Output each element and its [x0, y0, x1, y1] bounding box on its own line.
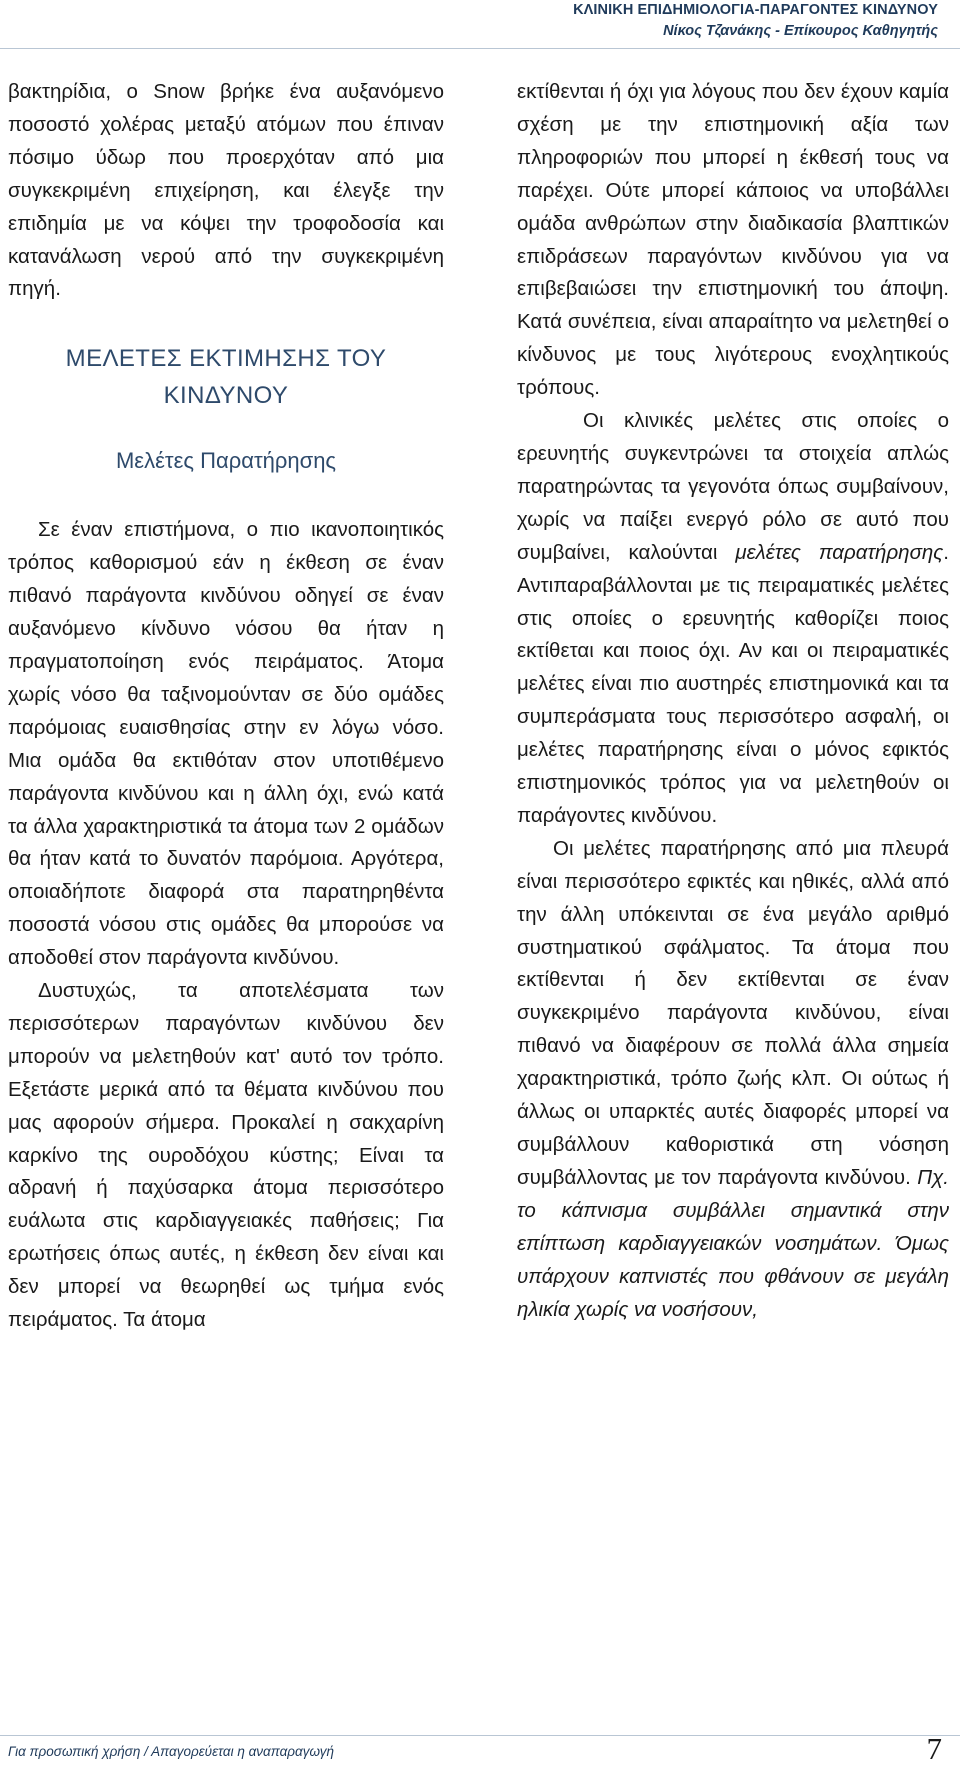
right-paragraph-2-text-b: . Αντιπαραβάλλονται με τις πειραματικές μελέτες στις οποίες ο ερευνητής καθορίζει ποιος εκτίθεται και ποιος όχι. Αν και οι πειραματικές μελέτες είναι πιο αυστηρές επιστημονικά και τα συμπεράσματα τους περισσότερο ασφαλή, οι μελέτες παρατήρησης είναι ο μόνος εφικτός επιστημονικός τρόπος για να μελετηθούν οι παράγοντες κινδύνου. [517, 540, 949, 827]
page-number: 7 [926, 1731, 942, 1766]
section-subheading: Μελέτες Παρατήρησης [115, 448, 337, 474]
right-paragraph-1: εκτίθενται ή όχι για λόγους που δεν έχουν καμία σχέση με την επιστημονική αξία των πληροφοριών που μπορεί η έκθεσή τους να παρέχει. Ούτε μπορεί κάποιος να υποβάλλει ομάδα ανθρώπων στην διαδικασία βλαπτικών επιδράσεων παραγόντων κινδύνου για να επιβεβαιώσει την επιστημονική του άποψη. Κατά συνέπεια, είναι απαραίτητο να μελετηθεί ο κίνδυνος με τους λιγότερους ενοχλητικούς τρόπους. [517, 80, 949, 400]
section-heading-line-2: ΚΙΝΔΥΝΟΥ [163, 382, 289, 410]
right-paragraph-3-emphasis: Πχ. το κάπνισμα συμβάλλει σημαντικά στην επίπτωση καρδιαγγειακών νοσημάτων. Όμως υπάρχουν καπνιστές που φθάνουν σε μεγάλη ηλικία χωρίς να νοσήσουν, [517, 1165, 949, 1321]
spacer [8, 414, 444, 444]
right-column [517, 76, 949, 1326]
header-divider [0, 48, 960, 49]
section-heading-line-1: ΜΕΛΕΤΕΣ ΕΚΤΙΜΗΣΗΣ ΤΟΥ [65, 345, 387, 373]
left-column [8, 76, 444, 1337]
spacer [8, 478, 444, 514]
spacer [8, 306, 444, 340]
left-paragraph-1: βακτηρίδια, ο Snow βρήκε ένα αυξανόμενο ποσοστό χολέρας μεταξύ ατόμων που έπιναν πόσιμο ύδωρ που προερχόταν από μια συγκεκριμένη επιχείρηση, και έλεγξε την επιδημία με να κόψει την τροφοδοσία και κατανάλωση νερού από την συγκεκριμένη πηγή. [8, 80, 444, 301]
footer-note: Για προσωπική χρήση / Απαγορεύεται η αναπαραγωγή [8, 1744, 334, 1759]
right-paragraph-2 [517, 405, 949, 833]
page-header [573, 0, 938, 41]
right-paragraph-2-text-a: Οι κλινικές μελέτες στις οποίες ο ερευνητής συγκεντρώνει τα στοιχεία απλώς παρατηρώντας τα γεγονότα όπως συμβαίνουν, χωρίς να παίξει ενεργό ρόλο σε αυτό που συμβαίνει, καλούνται [517, 409, 949, 564]
left-paragraph-2: Σε έναν επιστήμονα, ο πιο ικανοποιητικός τρόπος καθορισμού εάν η έκθεση σε έναν πιθανό παράγοντα κινδύνου οδηγεί σε έναν αυξανόμενο κίνδυνο νόσου θα ήταν η πραγματοποίηση ενός πειράματος. Άτομα χωρίς νόσο θα ταξινομούνταν σε δύο ομάδες παρόμοιας ευαισθησίας στην εν λόγω νόσο. Μια ομάδα θα εκτιθόταν στον υποτιθέμενο παράγοντα κινδύνου και η άλλη όχι, ενώ κατά τα άλλα χαρακτηριστικά τα άτομα των 2 ομάδων θα ήταν κατά το δυνατόν παρόμοια. Αργότερα, οποιαδήποτε διαφορά στα παρατηρηθέντα ποσοστά νόσου στις ομάδες θα μπορούσε να αποδοθεί στον παράγοντα κινδύνου. [8, 518, 444, 970]
footer-divider [0, 1735, 960, 1736]
header-title: ΚΛΙΝΙΚΗ ΕΠΙΔΗΜΙΟΛΟΓΙΑ-ΠΑΡΑΓΟΝΤΕΣ ΚΙΝΔΥΝΟΥ [573, 2, 938, 18]
header-author: Νίκος Τζανάκης - Επίκουρος Καθηγητής [663, 23, 938, 39]
left-paragraph-3: Δυστυχώς, τα αποτελέσματα των περισσότερων παραγόντων κινδύνου δεν μπορούν να μελετηθούν κατ' αυτό τον τρόπο. Εξετάστε μερικά από τα θέματα κινδύνου που μας αφορούν σήμερα. Προκαλεί η σακχαρίνη καρκίνο της ουροδόχου κύστης; Είναι τα αδρανή ή παχύσαρκα άτομα περισσότερο ευάλωτα στις καρδιαγγειακές παθήσεις; Για ερωτήσεις όπως αυτές, η έκθεση δεν είναι και δεν μπορεί να θεωρηθεί ως τμήμα ενός πειράματος. Τα άτομα [8, 979, 444, 1332]
right-paragraph-3-text: Οι μελέτες παρατήρησης από μια πλευρά είναι περισσότερο εφικτές και ηθικές, αλλά από την άλλη υπόκεινται σε ένα μεγάλο αριθμό συστηματικού σφάλματος. Τα άτομα που εκτίθενται ή δεν εκτίθενται σε έναν συγκεκριμένο παράγοντα κινδύνου, είναι πιθανό να διαφέρουν σε πολλά άλλα σημεία χαρακτηριστικά, τρόπο ζωής κλπ. Οι ούτως ή άλλως οι υπαρκτές αυτές διαφορές μπορεί να συμβάλλουν καθοριστικά στη νόσηση συμβάλλοντας με τον παράγοντα κινδύνου. [517, 836, 949, 1189]
right-paragraph-2-emphasis: μελέτες παρατήρησης [735, 540, 944, 564]
right-paragraph-3 [517, 833, 949, 1327]
